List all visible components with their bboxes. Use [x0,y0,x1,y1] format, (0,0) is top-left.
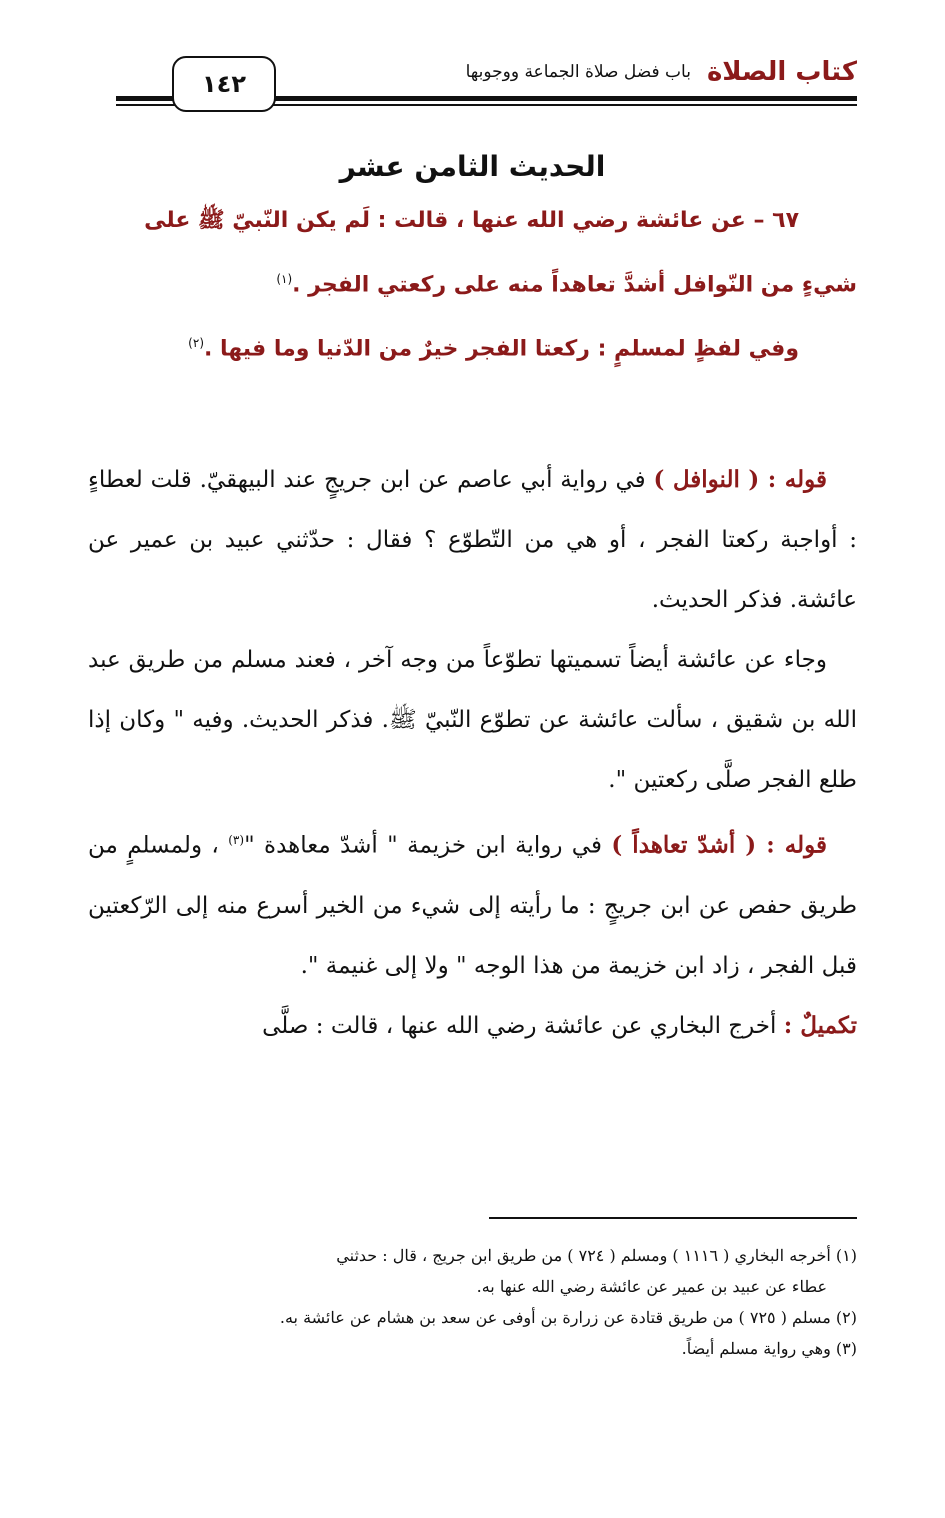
commentary-paragraph-2 [88,630,857,810]
commentary-lead-4: تكميلٌ : [783,1011,857,1039]
hadith-line-3-text: وفي لفظٍ لمسلمٍ : ركعتا الفجر خيرٌ من الدّنيا وما فيها . [204,336,799,362]
chapter-title: باب فضل صلاة الجماعة ووجوبها [465,62,691,82]
hadith-line-1 [88,192,857,250]
footnote-ref-1[interactable]: (١) [276,272,293,286]
commentary-text-4: أخرج البخاري عن عائشة رضي الله عنها ، قالت : صلَّى [262,1012,784,1039]
footnote-separator [489,1217,857,1219]
commentary-paragraph-4 [88,996,857,1056]
hadith-line-1-text: ٦٧ – عن عائشة رضي الله عنها ، قالت : لَم يكن النّبيّ ﷺ على [144,208,799,233]
page-number: ١٤٢ [172,56,276,112]
commentary-paragraph-1 [88,450,857,630]
footnote-ref-2[interactable]: (٢) [188,336,204,351]
page-header [116,52,857,110]
hadith-title: الحديث الثامن عشر [339,150,606,183]
book-title: كتاب الصلاة [706,57,857,87]
hadith-line-2-text: شيءٍ من النّوافل أشدَّ تعاهداً منه على ركعتي الفجر . [292,272,857,298]
hadith-line-2 [88,250,857,314]
footnote-ref-3[interactable]: (٣) [228,833,245,847]
hadith-line-3 [88,314,857,378]
footnote-2: (٢) مسلم ( ٧٢٥ ) من طريق قتادة عن زرارة بن أوفى عن سعد بن هشام عن عائشة به. [279,1308,857,1327]
hadith-section [88,142,857,379]
footnote-1: (١) أخرجه البخاري ( ١١١٦ ) ومسلم ( ٧٢٤ ) من طريق ابن جريج ، قال : حدثني [336,1246,857,1265]
footnotes-section [88,1240,857,1364]
commentary-section [88,450,857,1056]
hadith-text [88,192,857,379]
commentary-paragraph-3 [88,810,857,996]
commentary-text-2: وجاء عن عائشة أيضاً تسميتها تطوّعاً من وجه آخر ، فعند مسلم من طريق عبد الله بن شقيق ، سألت عائشة عن تطوّع النّبيّ ﷺ. فذكر الحديث. وفيه " وكان إذا طلع الفجر صلَّى ركعتين ". [88,647,857,793]
commentary-text-1: في رواية أبي عاصم عن ابن جريجٍ عند البيهقيّ. قلت لعطاءٍ : أواجبة ركعتا الفجر ، أو هي من التّطوّع ؟ فقال : حدّثني عبيد بن عمير عن عائشة. فذكر الحديث. [88,467,857,613]
commentary-text-3b: ، ولمسلمٍ من طريق حفص عن ابن جريجٍ : ما رأيته إلى شيء من الخير أسرع منه إلى الرّكعتين قبل الفجر ، زاد ابن خزيمة من هذا الوجه " ولا إلى غنيمة ". [88,832,857,979]
footnote-1-continued: عطاء عن عبيد بن عمير عن عائشة رضي الله عنها به. [476,1277,827,1296]
commentary-lead-1: قوله : ( النوافل ) [653,466,827,493]
commentary-lead-3: قوله : ( أشدّ تعاهداً ) [611,831,828,859]
running-head [466,52,857,92]
commentary-text-3a: في رواية ابن خزيمة " أشدّ معاهدة " [244,832,612,859]
footnote-3: (٣) وهي رواية مسلم أيضاً. [681,1339,857,1358]
